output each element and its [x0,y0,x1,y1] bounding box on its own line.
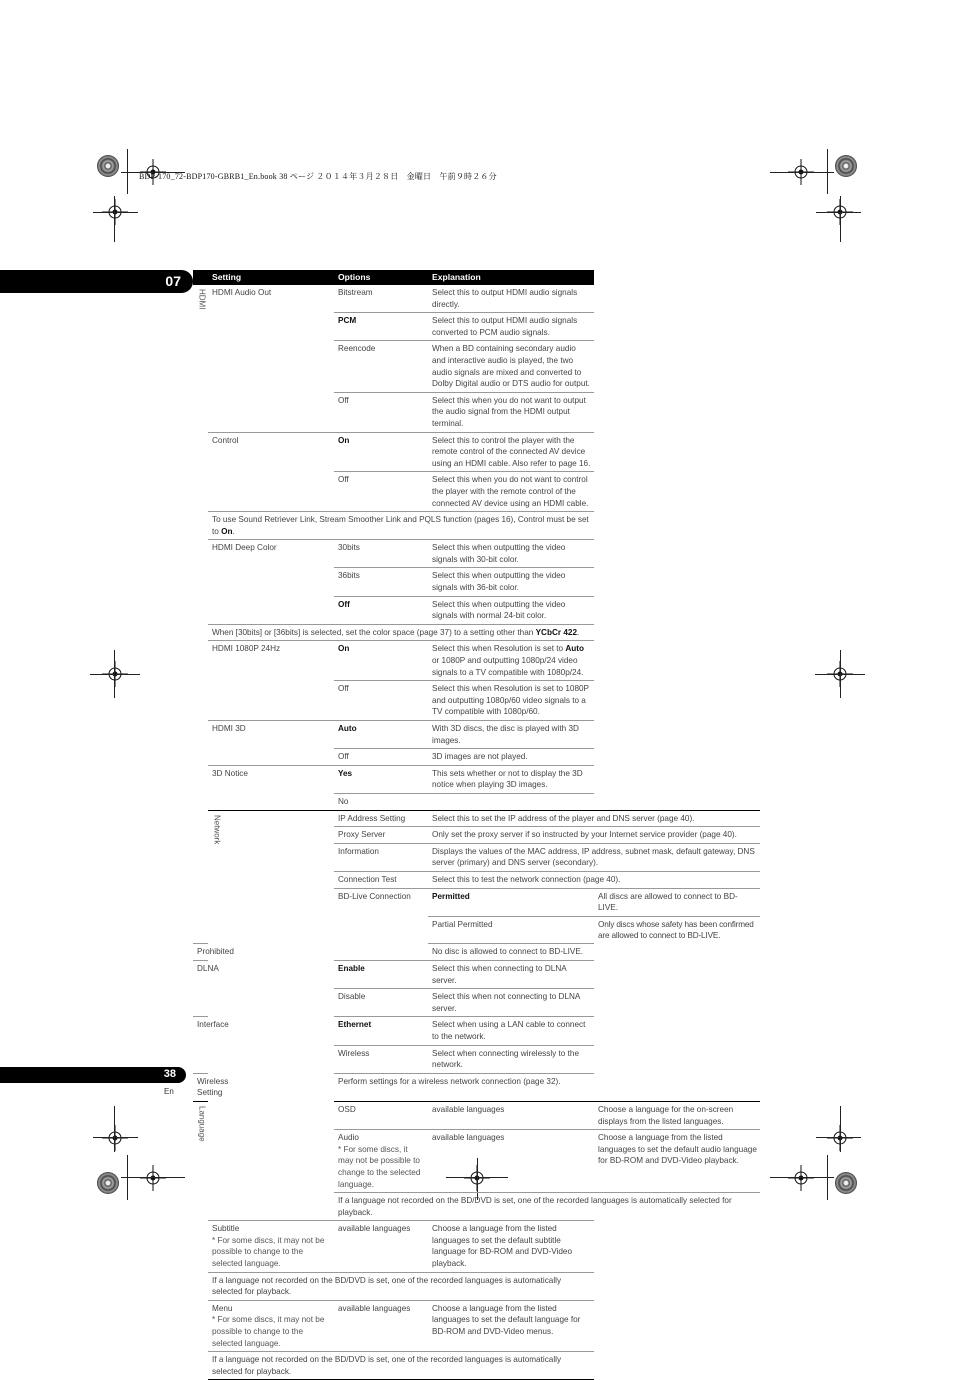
option-explanation: Select this when connecting to DLNA server. [428,961,594,989]
option-explanation: Select this when outputting the video signals with normal 24-bit color. [428,596,594,624]
disc-note: * For some discs, it may not be possible to change to the selected language. [212,1315,325,1348]
option-explanation: This sets whether or not to display the 3D notice when playing 3D images. [428,765,594,793]
option-explanation: Choose a language from the listed languages to set the default audio language for BD-ROM and DVD-Video playback. [594,1130,760,1193]
setting-name: Audio * For some discs, it may not be possible to change to the selected language. [334,1130,428,1193]
crop-mark [840,650,841,698]
table-note: If a language not recorded on the BD/DVD is set, one of the recorded languages is automatically selected for playback. [208,1272,594,1300]
page-number-tab [0,1067,186,1083]
table-row [193,1221,760,1272]
option-explanation: Select this when you do not want to output the audio signal from the HDMI output terminal. [428,392,594,432]
table-row [193,721,760,749]
table-row [193,432,760,472]
setting-name: HDMI Deep Color [208,540,334,625]
crop-mark [816,212,861,213]
registration-mark-icon [140,1165,166,1191]
table-note-row [193,624,760,641]
option-value: PCM [334,313,428,341]
option-explanation: Choose a language from the listed languages to set the default language for BD-ROM and DVD-Video menus. [428,1300,594,1351]
option-value: Yes [334,765,428,793]
option-value: available languages [334,1221,428,1272]
option-explanation: Select when using a LAN cable to connect to the network. [428,1017,594,1045]
option-explanation: Select this to output HDMI audio signals directly. [432,288,578,309]
option-value: Auto [334,721,428,749]
setting-name: BD-Live Connection [334,888,428,960]
section-label-language: Language [193,1101,208,1379]
option-value: 30bits [334,540,428,568]
crop-mark [93,1137,138,1138]
crop-mark [770,172,834,173]
option-value: Disable [334,989,428,1017]
setting-explanation: Perform settings for a wireless network connection (page 32). [334,1073,594,1101]
option-value: Partial Permitted [428,916,594,944]
option-explanation: Choose a language for the on-screen displays from the listed languages. [594,1101,760,1129]
setting-name: HDMI 3D [208,721,334,766]
option-explanation: Select this when outputting the video signals with 30-bit color. [428,540,594,568]
table-note-row [193,1352,760,1380]
option-value: Off [334,392,428,432]
column-header-options: Options [334,270,428,285]
crop-mark [770,1177,834,1178]
option-value: Off [334,681,428,721]
crop-mark [114,1106,115,1152]
option-explanation: Select this to output HDMI audio signals converted to PCM audio signals. [428,313,594,341]
option-value: Off [334,596,428,624]
option-value: available languages [334,1300,428,1351]
option-value: On [334,432,428,472]
table-row [193,1300,760,1351]
option-explanation: Choose a language from the listed languages to set the default subtitle language for BD-ROM and DVD-Video playback. [428,1221,594,1272]
setting-name: OSD [334,1101,428,1129]
option-explanation: Select this when outputting the video signals with 36-bit color. [428,568,594,596]
option-value: Prohibited [193,944,208,961]
table-note: If a language not recorded on the BD/DVD is set, one of the recorded languages is automatically selected for playback. [334,1193,760,1221]
disc-note: * For some discs, it may not be possible to change to the selected language. [212,1235,325,1269]
setting-name: DLNA [193,961,208,1017]
option-value: Ethernet [334,1017,428,1045]
disc-note: * For some discs, it may not be possible to change to the selected language. [338,1144,421,1189]
color-disc-icon [835,155,857,177]
option-value: Wireless [334,1045,428,1073]
setting-name: Interface [193,1017,208,1073]
book-header-line: BDP-170_72-BDP170-GBRB1_En.book 38 ページ ２０１４年３月２８日 金曜日 午前９時２６分 [139,172,497,181]
option-value: Off [334,472,428,512]
chapter-number: 07 [165,273,181,289]
option-value: On [334,641,428,681]
setting-explanation: Select this to test the network connection (page 40). [428,871,760,888]
table-row [193,285,760,313]
table-note: To use Sound Retriever Link, Stream Smoother Link and PQLS function (pages 16), Control must be set to On. [208,512,594,540]
crop-mark [840,1106,841,1152]
table-note: When [30bits] or [36bits] is selected, set the color space (page 37) to a setting other than YCbCr 422. [208,624,594,641]
setting-name: Connection Test [334,871,428,888]
registration-mark-icon [102,1125,128,1151]
option-explanation: Select this when you do not want to control the player with the remote control of the connected AV device using an HDMI cable. [428,472,594,512]
option-explanation: With 3D discs, the disc is played with 3D images. [428,721,594,749]
option-value: Off [334,749,428,766]
column-header-setting: Setting [208,270,334,285]
color-disc-icon [835,1172,857,1194]
setting-explanation: Displays the values of the MAC address, IP address, subnet mask, default gateway, DNS server (primary) and DNS server (secondary). [428,843,760,871]
setting-name: HDMI Audio Out [212,288,272,297]
option-explanation: All discs are allowed to connect to BD-LIVE. [594,888,760,916]
color-disc-icon [97,1172,119,1194]
settings-table [193,270,760,1380]
option-value: 36bits [334,568,428,596]
setting-name: Menu * For some discs, it may not be possible to change to the selected language. [208,1300,334,1351]
language-code: En [164,1087,174,1096]
option-value: Reencode [334,341,428,392]
color-disc-icon [97,155,119,177]
option-explanation: When a BD containing secondary audio and interactive audio is played, the two audio signals are mixed and converted to Dolby Digital audio or DTS audio for output. [428,341,594,392]
registration-mark-icon [788,1165,814,1191]
page-number: 38 [163,1068,176,1080]
section-label-hdmi: HDMI [197,289,207,310]
table-row [193,540,760,568]
setting-name: Subtitle * For some discs, it may not be possible to change to the selected language. [208,1221,334,1272]
setting-name: IP Address Setting [334,810,428,827]
setting-explanation: Select this to set the IP address of the player and DNS server (page 40). [428,810,760,827]
option-explanation: Select this when not connecting to DLNA server. [428,989,594,1017]
option-value: Bitstream [338,288,373,297]
setting-name: Control [208,432,334,512]
option-explanation: Select this when Resolution is set to 1080P and outputting 1080p/60 video signals to a TV compatible with 1080p/60. [428,681,594,721]
setting-explanation: Only set the proxy server if so instructed by your Internet service provider (page 40). [428,827,760,844]
crop-mark [121,1177,185,1178]
table-row [193,765,760,793]
crop-mark [840,196,841,242]
section-label-network: Network [208,810,334,1221]
option-value: No [334,793,428,810]
option-explanation: Only discs whose safety has been confirmed are allowed to connect to BD-LIVE. [594,916,760,944]
table-row [193,810,760,827]
crop-mark [90,674,140,675]
option-explanation: 3D images are not played. [428,749,594,766]
column-header-explanation: Explanation [428,270,594,285]
option-value: Enable [334,961,428,989]
table-note-row [193,512,760,540]
setting-name: Wireless Setting [193,1073,208,1101]
crop-mark [816,1137,861,1138]
option-explanation: Select this when Resolution is set to Auto or 1080P and outputting 1080p/24 video signals to a TV compatible with 1080p/24. [428,641,594,681]
chapter-tab [0,270,193,293]
crop-mark [93,212,138,213]
option-explanation: No disc is allowed to connect to BD-LIVE. [428,944,594,961]
crop-mark [114,196,115,242]
setting-name: Information [334,843,428,871]
option-value: available languages [428,1101,594,1129]
table-header-row [193,270,760,285]
option-explanation: Select when connecting wirelessly to the network. [428,1045,594,1073]
option-value: available languages [428,1130,594,1193]
table-row [193,641,760,681]
crop-mark [114,650,115,698]
setting-name: HDMI 1080P 24Hz [208,641,334,721]
option-explanation: Select this to control the player with the remote control of the connected AV device using an HDMI cable. Also refer to page 16. [428,432,594,472]
table-note: If a language not recorded on the BD/DVD is set, one of the recorded languages is automatically selected for playback. [208,1352,594,1380]
table-note-row [193,1272,760,1300]
option-value: Permitted [428,888,594,916]
setting-name: 3D Notice [208,765,334,810]
setting-name: Proxy Server [334,827,428,844]
